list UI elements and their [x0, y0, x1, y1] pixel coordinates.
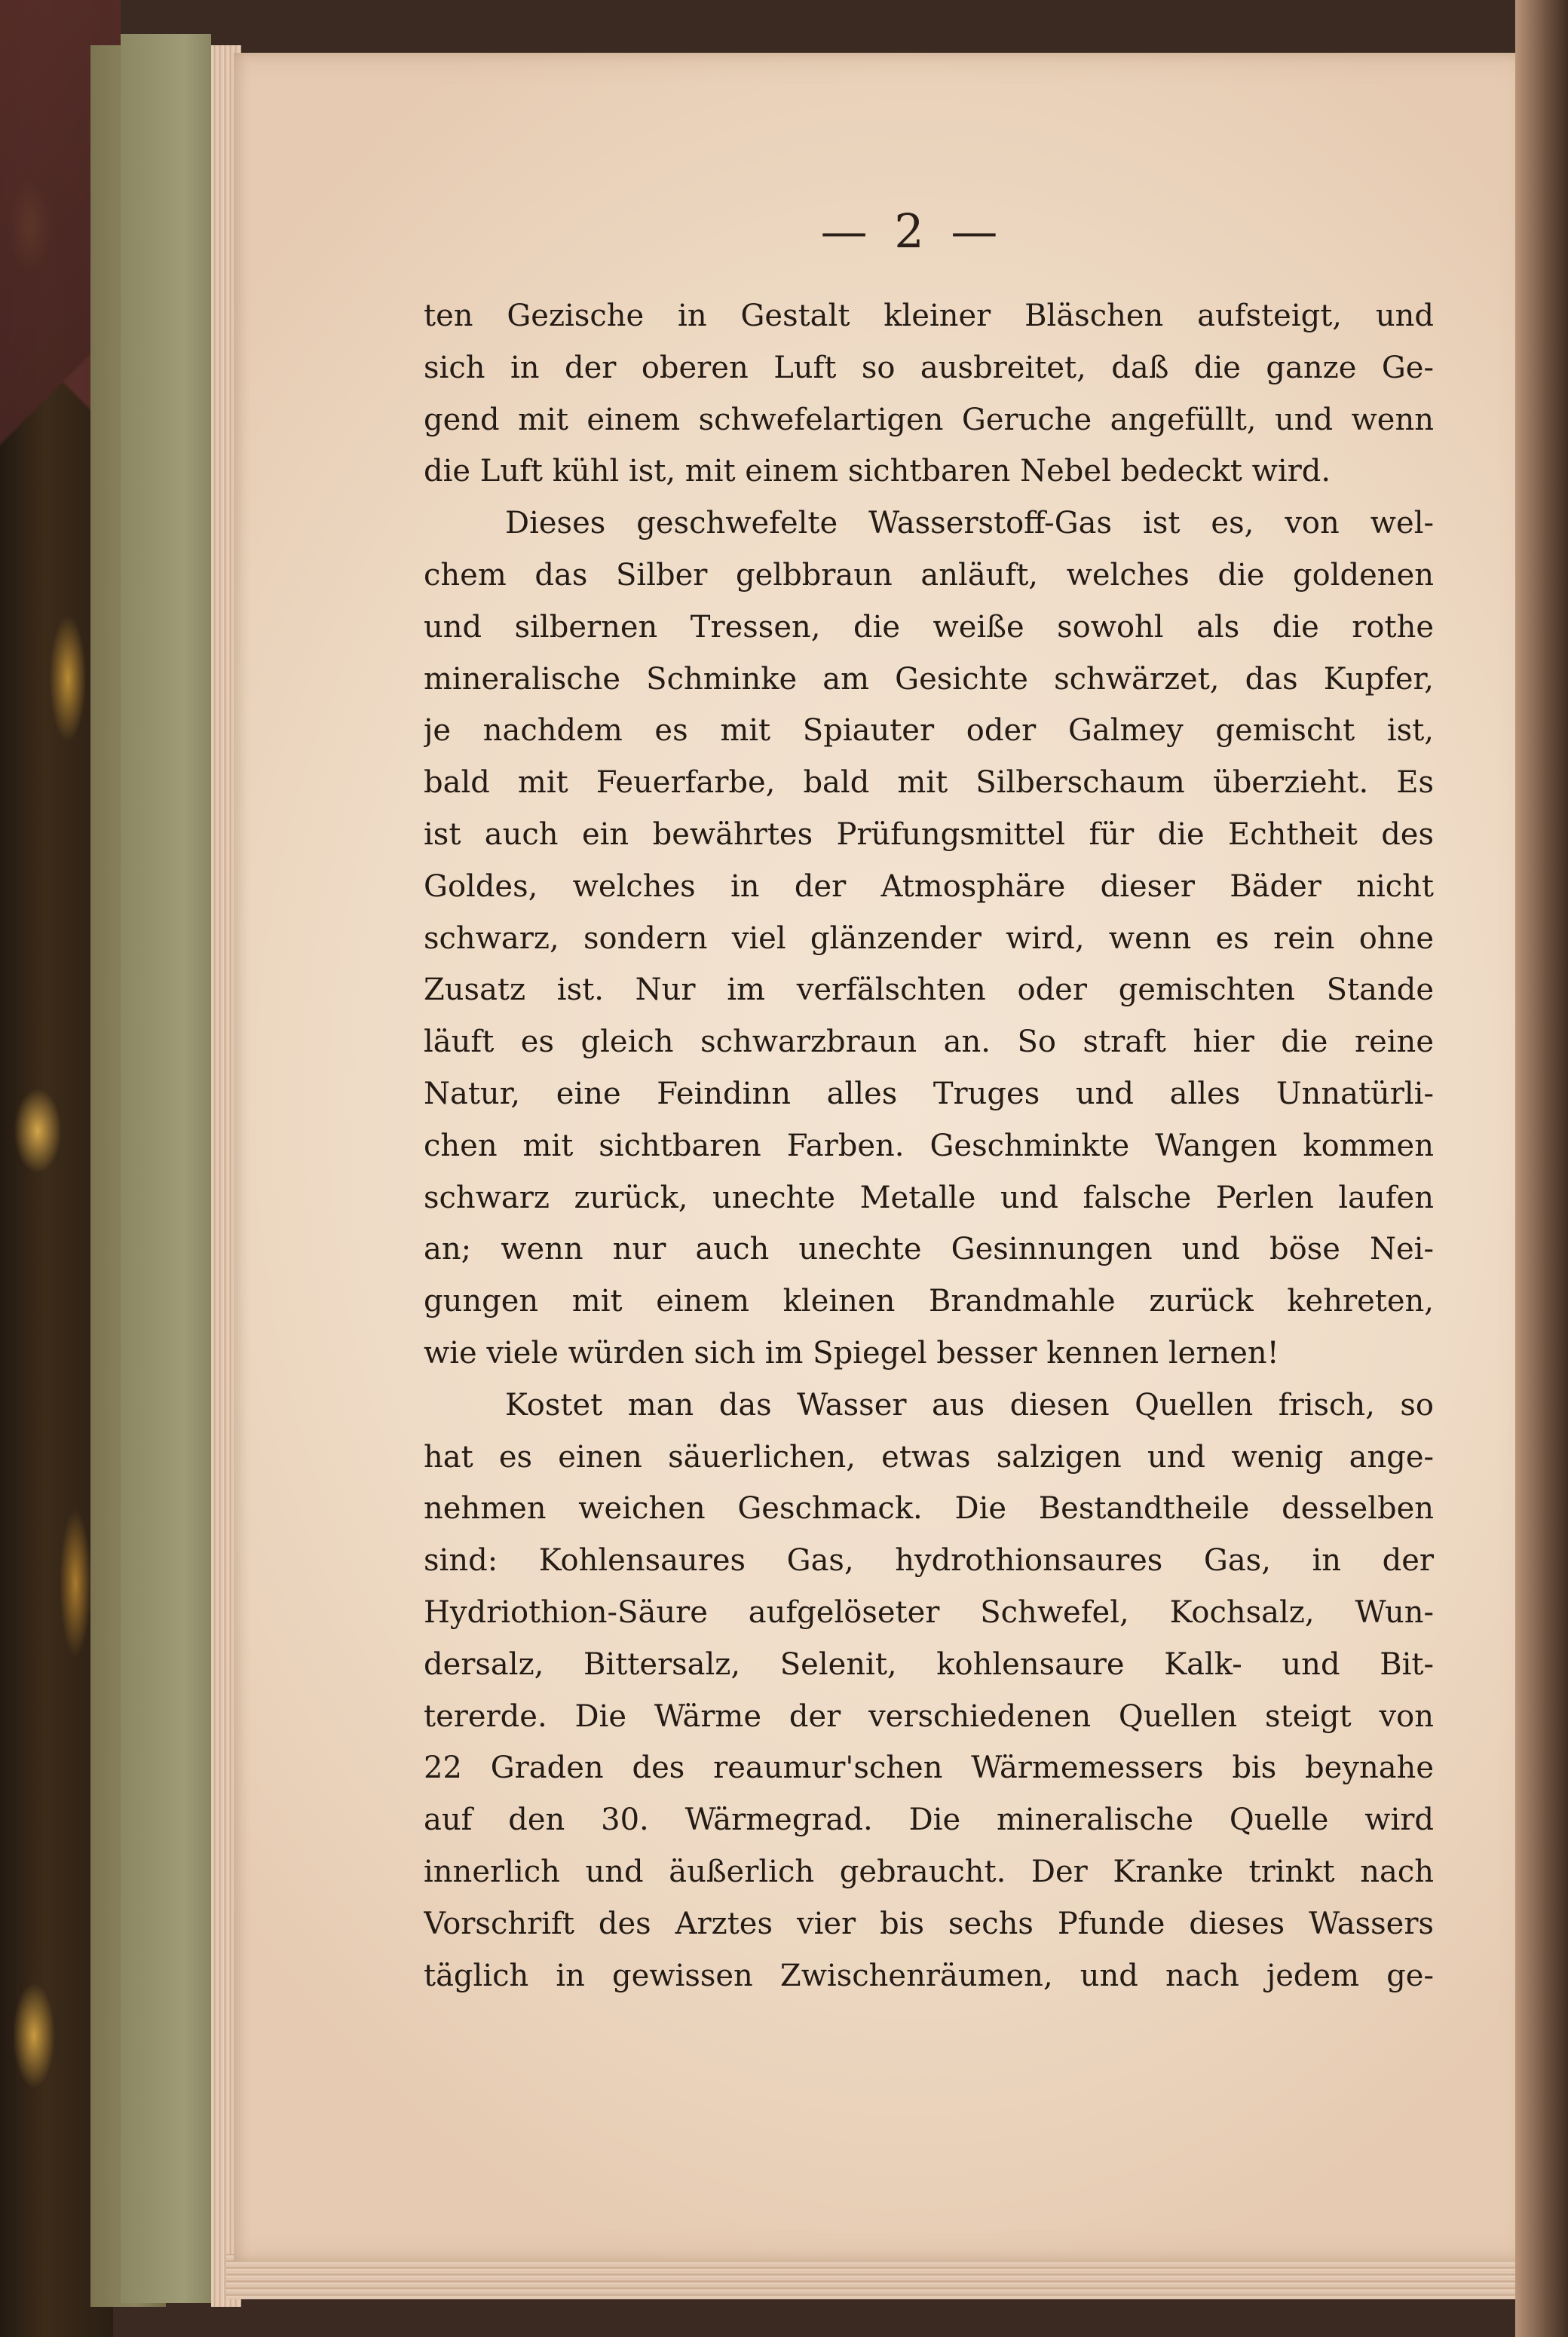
text-line: nehmen weichen Geschmack. Die Bestandtheile desselben: [424, 1491, 1434, 1527]
text-line: Zusatz ist. Nur im verfälschten oder gemischten Stande: [424, 972, 1434, 1008]
text-line: chem das Silber gelbbraun anläuft, welches die goldenen: [424, 557, 1434, 593]
text-line: Kostet man das Wasser aus diesen Quellen frisch, so: [505, 1387, 1434, 1423]
text-line: auf den 30. Wärmegrad. Die mineralische Quelle wird: [424, 1803, 1434, 1838]
text-line: Goldes, welches in der Atmosphäre dieser Bäder nicht: [424, 868, 1434, 904]
text-line: dersalz, Bittersalz, Selenit, kohlensaure Kalk- und Bit-: [424, 1646, 1434, 1682]
text-line: gungen mit einem kleinen Brandmahle zurück kehreten,: [424, 1284, 1434, 1319]
text-line: gend mit einem schwefelartigen Geruche angefüllt, und wenn: [424, 402, 1434, 437]
text-line: wie viele würden sich im Spiegel besser kennen lernen!: [424, 1335, 1279, 1371]
page-number: — 2 —: [820, 204, 1004, 259]
text-line: mineralische Schminke am Gesichte schwärzet, das Kupfer,: [424, 661, 1434, 697]
page-body-text: [424, 290, 1434, 2002]
text-line: Dieses geschwefelte Wasserstoff-Gas ist es, von wel-: [505, 506, 1434, 541]
text-line: täglich in gewissen Zwischenräumen, und nach jedem ge-: [424, 1958, 1434, 1993]
text-line: ten Gezische in Gestalt kleiner Bläschen aufsteigt, und: [424, 299, 1434, 333]
text-line: 22 Graden des reaumur'schen Wärmemessers bis beynahe: [424, 1750, 1434, 1786]
text-line: sind: Kohlensaures Gas, hydrothionsaures Gas, in der: [424, 1543, 1434, 1579]
text-line: an; wenn nur auch unechte Gesinnungen und böse Nei-: [424, 1232, 1434, 1267]
text-line: bald mit Feuerfarbe, bald mit Silberschaum überzieht. Es: [424, 765, 1434, 801]
text-line: Vorschrift des Arztes vier bis sechs Pfunde dieses Wassers: [424, 1906, 1434, 1941]
endpaper-light: [121, 34, 211, 2303]
text-line: chen mit sichtbaren Farben. Geschminkte Wangen kommen: [424, 1128, 1434, 1163]
text-line: innerlich und äußerlich gebraucht. Der Kranke trinkt nach: [424, 1854, 1434, 1889]
text-line: läuft es gleich schwarzbraun an. So straft hier die reine: [424, 1025, 1434, 1060]
book-gutter: [1515, 0, 1568, 2337]
text-line: Natur, eine Feindinn alles Truges und alles Unnatürli-: [424, 1076, 1434, 1111]
text-line: die Luft kühl ist, mit einem sichtbaren Nebel bedeckt wird.: [424, 454, 1331, 489]
text-line: und silbernen Tressen, die weiße sowohl als die rothe: [424, 609, 1434, 645]
text-line: schwarz, sondern viel glänzender wird, wenn es rein ohne: [424, 920, 1434, 956]
text-line: sich in der oberen Luft so ausbreitet, daß die ganze Ge-: [424, 350, 1434, 385]
text-line: Hydriothion-Säure aufgelöseter Schwefel, Kochsalz, Wun-: [424, 1594, 1434, 1630]
text-line: schwarz zurück, unechte Metalle und falsche Perlen laufen: [424, 1180, 1434, 1215]
text-line: tererde. Die Wärme der verschiedenen Quellen steigt von: [424, 1698, 1434, 1734]
text-line: hat es einen säuerlichen, etwas salzigen und wenig ange-: [424, 1439, 1434, 1475]
text-line: je nachdem es mit Spiauter oder Galmey gemischt ist,: [424, 713, 1434, 749]
text-line: ist auch ein bewährtes Prüfungsmittel für die Echtheit des: [424, 816, 1434, 852]
